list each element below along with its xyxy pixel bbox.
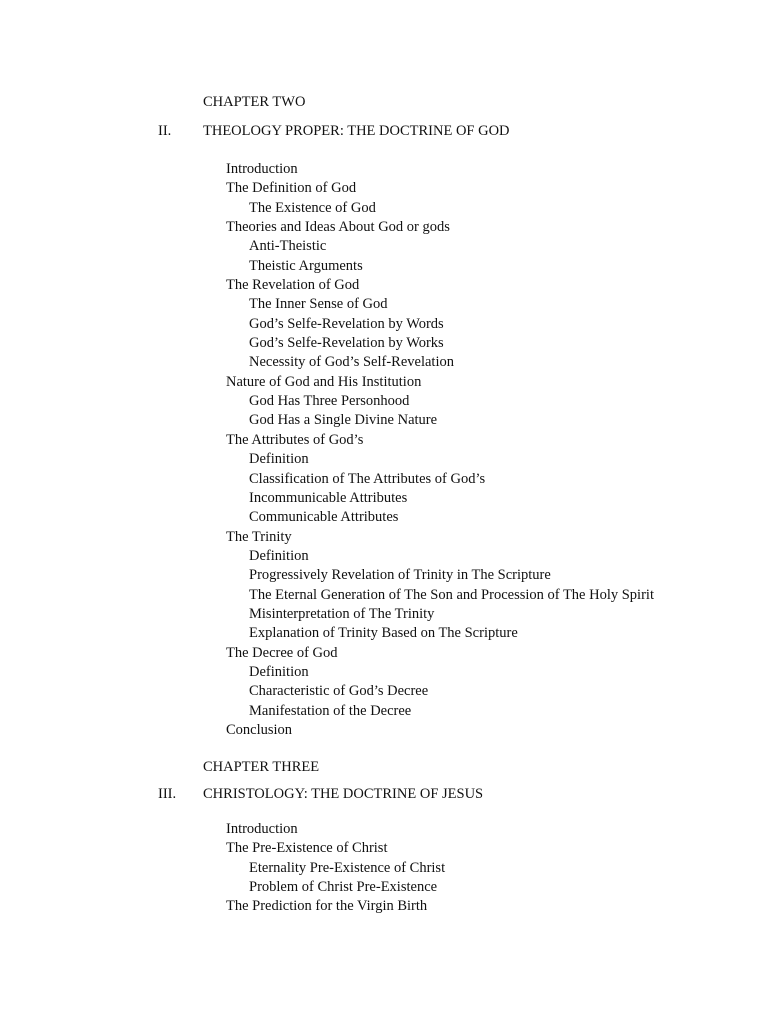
contents-entry: The Decree of God (226, 644, 338, 661)
contents-subentry: Classification of The Attributes of God’s (249, 470, 486, 487)
contents-subentry: Definition (249, 547, 309, 564)
contents-subentry: God Has a Single Divine Nature (249, 412, 438, 429)
contents-entry: Introduction (226, 821, 298, 837)
contents-entry: The Prediction for the Virgin Birth (226, 898, 428, 915)
contents-subentry: Explanation of Trinity Based on The Scripture (249, 625, 518, 642)
contents-subentry: Misinterpretation of The Trinity (249, 605, 435, 622)
contents-list (226, 160, 654, 740)
contents-subentry: Theistic Arguments (249, 257, 363, 274)
contents-entry: Nature of God and His Institution (226, 373, 422, 390)
contents-entry: The Definition of God (226, 180, 357, 197)
contents-subentry: The Eternal Generation of The Son and Procession of The Holy Spirit (249, 586, 654, 603)
contents-subentry: Anti-Theistic (249, 238, 327, 255)
contents-subentry: Problem of Christ Pre-Existence (249, 879, 438, 896)
contents-subentry: Necessity of God’s Self-Revelation (249, 354, 454, 371)
contents-subentry: God Has Three Personhood (249, 393, 410, 410)
contents-subentry: Communicable Attributes (249, 509, 399, 526)
chapter-label: CHAPTER THREE (203, 759, 320, 775)
contents-entry: The Trinity (226, 528, 292, 545)
contents-entry: Introduction (226, 161, 298, 177)
contents-entry: Conclusion (226, 721, 293, 738)
contents-subentry: Progressively Revelation of Trinity in The Scripture (249, 567, 551, 584)
contents-list (226, 820, 445, 917)
contents-subentry: Manifestation of the Decree (249, 702, 412, 719)
section-heading: CHRISTOLOGY: THE DOCTRINE OF JESUS (203, 786, 484, 802)
contents-entry: The Attributes of God’s (226, 431, 364, 448)
contents-subentry: The Existence of God (249, 199, 376, 216)
contents-subentry: Definition (249, 451, 309, 468)
contents-subentry: Definition (249, 663, 309, 680)
section-numeral: II. (158, 123, 172, 139)
contents-subentry: Eternality Pre-Existence of Christ (249, 859, 446, 876)
contents-subentry: The Inner Sense of God (249, 296, 388, 313)
contents-subentry: Incommunicable Attributes (249, 489, 408, 506)
contents-subentry: God’s Selfe-Revelation by Words (249, 315, 444, 332)
contents-entry: The Revelation of God (226, 277, 360, 294)
contents-entry: The Pre-Existence of Christ (226, 840, 388, 857)
contents-subentry: Characteristic of God’s Decree (249, 683, 429, 700)
contents-subentry: God’s Selfe-Revelation by Works (249, 335, 444, 352)
contents-entry: Theories and Ideas About God or gods (226, 219, 450, 236)
chapter-label: CHAPTER TWO (203, 94, 306, 110)
section-numeral: III. (158, 786, 177, 802)
section-heading: THEOLOGY PROPER: THE DOCTRINE OF GOD (203, 123, 510, 139)
